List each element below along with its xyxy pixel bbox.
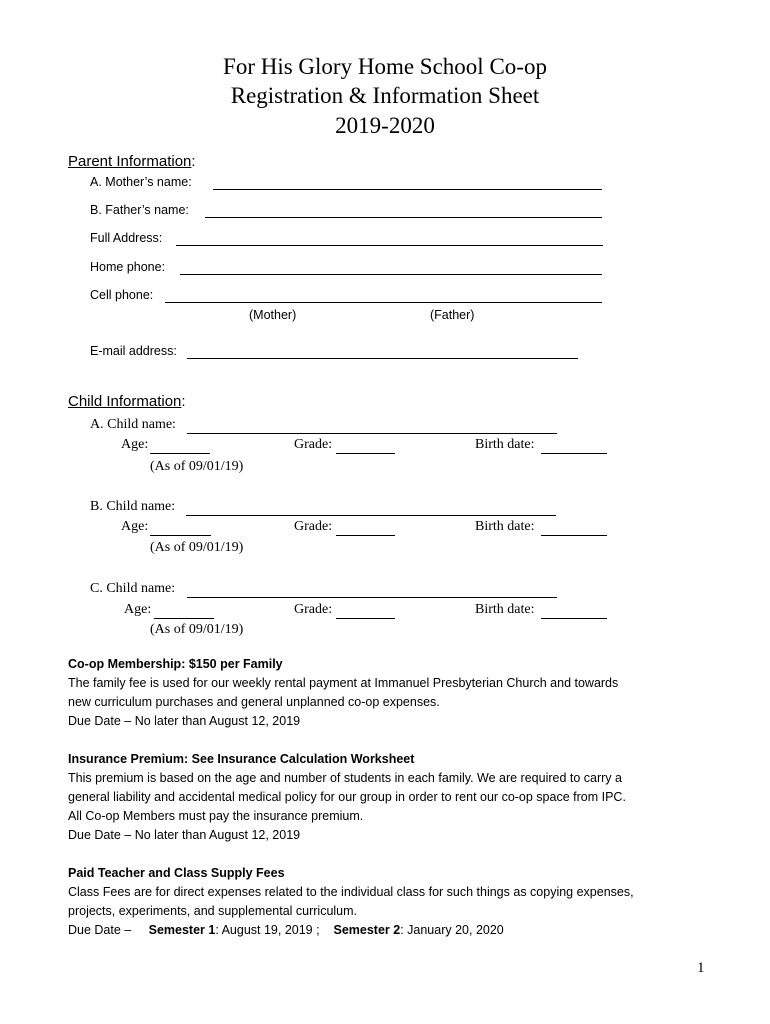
child-a-age-label: Age: [121, 437, 149, 452]
membership-section [68, 655, 618, 731]
child-c-birth-field[interactable] [541, 618, 607, 619]
parent-section-heading [68, 153, 196, 170]
child-c-asof-note: (As of 09/01/19) [150, 622, 244, 637]
semester-1-label: Semester 1 [148, 923, 216, 937]
email-field[interactable] [187, 358, 578, 359]
insurance-due-date: Due Date – No later than August 12, 2019 [68, 828, 301, 842]
insurance-text-line-1: This premium is based on the age and number of students in each family. We are required to carry a [68, 771, 622, 785]
document-title-line-1: For His Glory Home School Co-op [223, 54, 547, 79]
child-c-grade-label: Grade: [294, 602, 333, 617]
document-title-line-2: Registration & Information Sheet [230, 83, 540, 108]
fees-text-line-2: projects, experiments, and supplemental curriculum. [68, 904, 358, 918]
fees-text-line-1: Class Fees are for direct expenses related to the individual class for such things as copying expenses, [68, 885, 634, 899]
child-a-asof-note: (As of 09/01/19) [150, 459, 244, 474]
membership-heading: Co-op Membership: $150 per Family [68, 657, 283, 671]
full-address-label: Full Address: [90, 231, 163, 245]
child-b-birth-label: Birth date: [475, 519, 535, 534]
mother-name-field[interactable] [213, 189, 602, 190]
child-c-name-field[interactable] [187, 597, 557, 598]
insurance-section [68, 750, 626, 845]
email-label: E-mail address: [90, 344, 177, 358]
child-b-name-field[interactable] [186, 515, 556, 516]
insurance-text-line-3: All Co-op Members must pay the insurance premium. [68, 809, 364, 823]
child-a-birth-label: Birth date: [475, 437, 535, 452]
fees-section [68, 864, 634, 940]
document-title-line-3: 2019-2020 [335, 113, 435, 138]
membership-text-line-1: The family fee is used for our weekly rental payment at Immanuel Presbyterian Church and towards [68, 676, 619, 690]
page-number: 1 [697, 960, 705, 976]
fees-due-dates [68, 921, 634, 940]
child-a-grade-field[interactable] [336, 453, 395, 454]
child-b-age-label: Age: [121, 519, 149, 534]
child-b-grade-label: Grade: [294, 519, 333, 534]
father-name-label: B. Father’s name: [90, 203, 189, 217]
child-b-grade-field[interactable] [336, 535, 395, 536]
insurance-text-line-2: general liability and accidental medical policy for our group in order to rent our co-op space from IPC. [68, 790, 626, 804]
child-b-birth-field[interactable] [541, 535, 607, 536]
cell-phone-label: Cell phone: [90, 288, 154, 302]
membership-text-line-2: new curriculum purchases and general unplanned co-op expenses. [68, 695, 440, 709]
mother-caption: (Mother) [249, 308, 297, 322]
father-caption: (Father) [430, 308, 475, 322]
semester-2-date: : January 20, 2020 [400, 923, 504, 937]
child-section-heading [68, 393, 186, 410]
child-heading-colon: : [181, 393, 186, 410]
child-b-age-field[interactable] [150, 535, 211, 536]
child-a-birth-field[interactable] [541, 453, 607, 454]
full-address-field[interactable] [176, 245, 603, 246]
child-b-name-label: B. Child name: [90, 499, 176, 514]
child-c-birth-label: Birth date: [475, 602, 535, 617]
semester-1-date: : August 19, 2019 ; [215, 923, 320, 937]
home-phone-label: Home phone: [90, 260, 166, 274]
child-heading-text: Child Information [68, 393, 182, 410]
mother-name-label: A. Mother’s name: [90, 175, 192, 189]
child-c-age-field[interactable] [154, 618, 214, 619]
child-c-grade-field[interactable] [336, 618, 395, 619]
child-a-age-field[interactable] [150, 453, 210, 454]
parent-heading-text: Parent Information [68, 153, 192, 170]
child-a-name-label: A. Child name: [90, 417, 176, 432]
insurance-heading: Insurance Premium: See Insurance Calculation Worksheet [68, 752, 415, 766]
fees-heading: Paid Teacher and Class Supply Fees [68, 866, 285, 880]
child-b-asof-note: (As of 09/01/19) [150, 540, 244, 555]
semester-2-label: Semester 2 [333, 923, 401, 937]
membership-due-date: Due Date – No later than August 12, 2019 [68, 714, 301, 728]
fees-due-prefix: Due Date – [68, 923, 132, 937]
parent-heading-colon: : [191, 153, 196, 170]
child-a-name-field[interactable] [187, 433, 557, 434]
child-c-name-label: C. Child name: [90, 581, 176, 596]
child-a-grade-label: Grade: [294, 437, 333, 452]
father-name-field[interactable] [205, 217, 602, 218]
home-phone-field[interactable] [180, 274, 602, 275]
child-c-age-label: Age: [124, 602, 152, 617]
cell-phone-field[interactable] [165, 302, 602, 303]
